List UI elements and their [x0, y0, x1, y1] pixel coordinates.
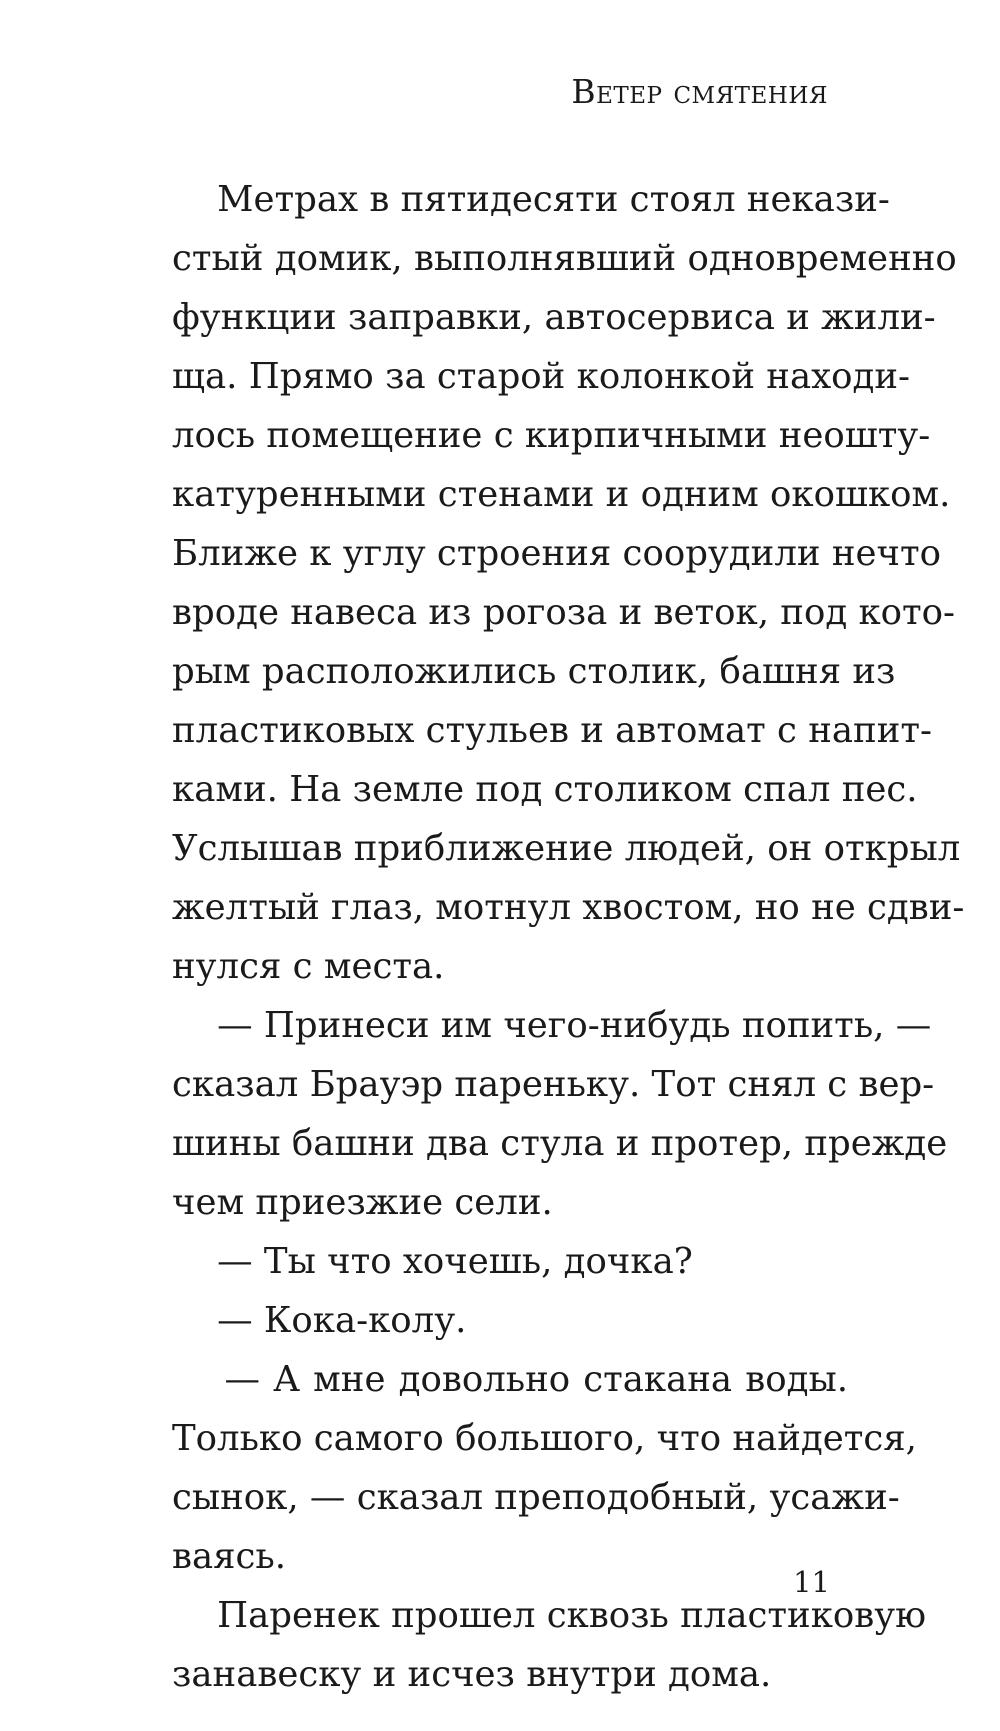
paragraph: [172, 1350, 917, 1586]
text-line: сынок, — сказал преподобный, усажи-: [172, 1477, 900, 1518]
text-line: — Ты что хочешь, дочка?: [172, 1241, 693, 1282]
text-line: Только самого большого, что найдется,: [172, 1418, 917, 1459]
running-header: Ветер смятения: [571, 72, 828, 111]
text-line: Паренек прошел сквозь пластиковую: [172, 1595, 927, 1636]
text-line: вроде навеса из рогоза и веток, под кото-: [172, 592, 956, 633]
text-line: желтый глаз, мотнул хвостом, но не сдви-: [172, 887, 965, 928]
text-line: Услышав приближение людей, он открыл: [172, 828, 961, 869]
page-number: 11: [793, 1565, 830, 1599]
paragraph: [172, 996, 948, 1232]
text-line: лось помещение с кирпичными неошту-: [172, 415, 931, 456]
text-line: ками. На земле под столиком спал пес.: [172, 769, 918, 810]
text-line: катуренными стенами и одним окошком.: [172, 474, 951, 515]
text-line: шины башни два стула и протер, прежде: [172, 1123, 948, 1164]
text-line: рым расположились столик, башня из: [172, 651, 896, 692]
body-text: [172, 170, 965, 1704]
text-line: Ближе к углу строения соорудили нечто: [172, 533, 941, 574]
text-line: сказал Брауэр пареньку. Тот снял с вер-: [172, 1064, 935, 1105]
paragraph: [172, 170, 965, 996]
text-line: пластиковых стульев и автомат с напит-: [172, 710, 932, 751]
text-line: нулся с места.: [172, 946, 445, 987]
text-line: занавеску и исчез внутри дома.: [172, 1654, 772, 1695]
text-line: ваясь.: [172, 1536, 287, 1577]
text-line: — А мне довольно стакана воды.: [172, 1359, 848, 1400]
text-line: чем приезжие сели.: [172, 1182, 553, 1223]
text-line: — Принеси им чего-нибудь попить, —: [172, 1005, 932, 1046]
text-line: стый домик, выполнявший одновременно: [172, 238, 957, 279]
paragraph: [172, 1291, 848, 1350]
text-line: ща. Прямо за старой колонкой находи-: [172, 356, 911, 397]
paragraph: [172, 1586, 927, 1704]
paragraph: [172, 1232, 848, 1291]
text-line: — Кока-колу.: [172, 1300, 467, 1341]
text-line: функции заправки, автосервиса и жили-: [172, 297, 936, 338]
text-line: Метрах в пятидесяти стоял некази-: [172, 179, 890, 220]
